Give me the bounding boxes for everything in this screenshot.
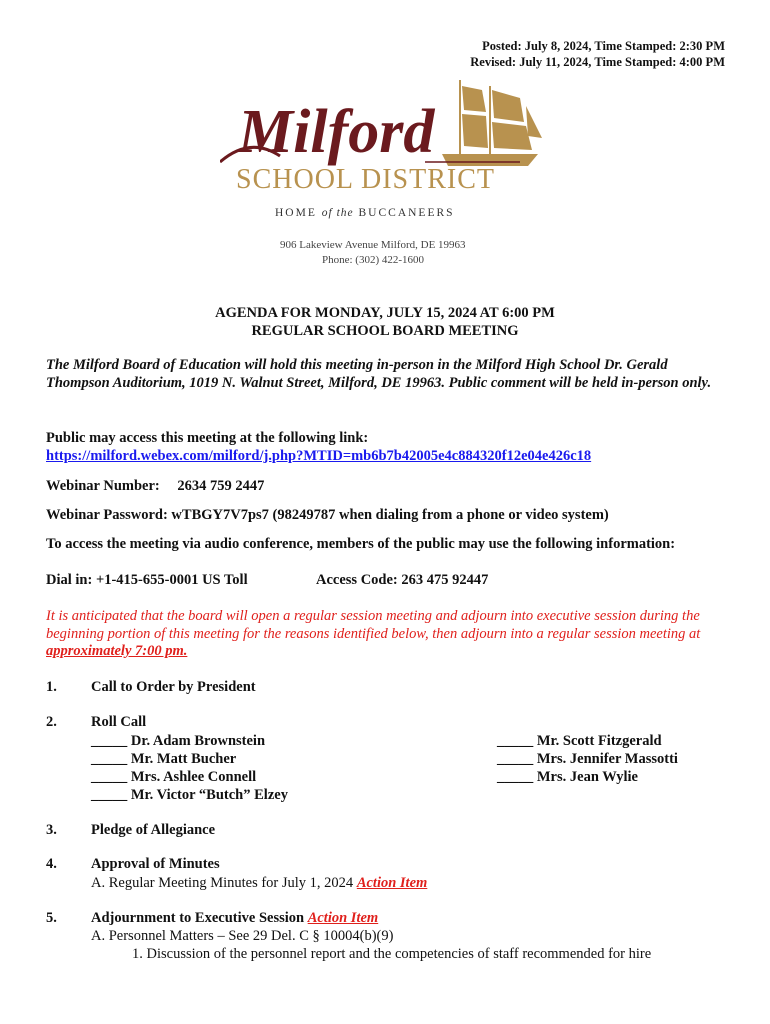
roll-member: _____ Mr. Victor “Butch” Elzey	[91, 787, 288, 803]
logo-tagline-home: HOME	[275, 207, 317, 219]
revised-line: Revised: July 11, 2024, Time Stamped: 4:00 PM	[470, 55, 725, 69]
dial-in: Dial in: +1-415-655-0001 US Toll	[46, 572, 248, 588]
webinar-number-label: Webinar Number:	[46, 478, 160, 494]
item-3-number: 3.	[46, 822, 57, 838]
agenda-subtitle: REGULAR SCHOOL BOARD MEETING	[251, 323, 519, 339]
webex-link[interactable]: https://milford.webex.com/milford/j.php?MTID=mb6b7b42005e4c884320f12e04e426c18	[46, 448, 592, 464]
session-notice-text: It is anticipated that the board will open a regular session meeting and adjourn into executive session during the beginning portion of this meeting for the reasons identified below, then adjourn into a regular session meeting at	[46, 608, 701, 642]
ship-icon	[425, 80, 542, 166]
posted-line: Posted: July 8, 2024, Time Stamped: 2:30 PM	[482, 39, 725, 53]
roll-member: _____ Mrs. Jennifer Massotti	[497, 751, 678, 767]
item-2-number: 2.	[46, 714, 57, 730]
roll-member: _____ Mr. Scott Fitzgerald	[497, 733, 662, 749]
webinar-password-label: Webinar Password:	[46, 507, 168, 523]
item-5-sub: A. Personnel Matters – See 29 Del. C § 10004(b)(9)	[91, 928, 394, 944]
session-notice	[46, 608, 726, 661]
item-5-subsub: 1. Discussion of the personnel report and the competencies of staff recommended for hire	[132, 946, 652, 962]
logo-tagline-of: of the	[321, 207, 354, 219]
item-5-number: 5.	[46, 910, 57, 926]
logo-tagline-team: BUCCANEERS	[358, 207, 455, 219]
item-1-title: Call to Order by President	[91, 679, 256, 695]
posted-stamp	[470, 38, 725, 70]
minutes-line: A. Regular Meeting Minutes for July 1, 2024	[91, 875, 354, 891]
logo-district: SCHOOL DISTRICT	[236, 164, 495, 195]
item-4-title: Approval of Minutes	[91, 856, 220, 872]
action-item-tag: Action Item	[356, 875, 428, 891]
logo-wordmark: Milford	[238, 98, 435, 166]
dial-in-row	[46, 572, 726, 590]
roll-call-right	[497, 732, 678, 786]
action-item-tag: Action Item	[307, 910, 379, 926]
logo-address: 906 Lakeview Avenue Milford, DE 19963	[280, 239, 466, 251]
audio-note: To access the meeting via audio conference, members of the public may use the following information:	[46, 536, 676, 552]
access-code: Access Code: 263 475 92447	[316, 572, 489, 588]
roll-call-left	[91, 732, 288, 804]
agenda-title: AGENDA FOR MONDAY, JULY 15, 2024 AT 6:00 PM	[215, 305, 555, 321]
webinar-number-row	[46, 478, 726, 496]
session-notice-time: approximately 7:00 pm.	[46, 643, 188, 659]
item-5-title-row	[91, 910, 378, 927]
milford-logo	[220, 76, 550, 276]
webinar-number: 2634 759 2447	[177, 478, 265, 494]
item-4-number: 4.	[46, 856, 57, 872]
item-4-sub	[91, 875, 427, 892]
roll-member: _____ Mrs. Ashlee Connell	[91, 769, 257, 785]
item-3-title: Pledge of Allegiance	[91, 822, 216, 838]
item-5-title: Adjournment to Executive Session	[91, 910, 305, 926]
roll-member: _____ Mr. Matt Bucher	[91, 751, 237, 767]
roll-member: _____ Dr. Adam Brownstein	[91, 733, 266, 749]
logo-phone: Phone: (302) 422-1600	[322, 254, 425, 266]
item-1-number: 1.	[46, 679, 57, 695]
access-label: Public may access this meeting at the following link:	[46, 430, 369, 446]
webinar-password-row	[46, 507, 726, 525]
meeting-intro: The Milford Board of Education will hold this meeting in-person in the Milford High School Dr. Gerald Thompson Auditorium, 1019 N. Walnut Street, Milford, DE 19963. Public comment will be held in-person only.	[46, 357, 712, 391]
item-2-title: Roll Call	[91, 714, 147, 730]
webinar-password: wTBGY7V7ps7 (98249787 when dialing from a phone or video system)	[171, 507, 609, 523]
svg-text:HOME of the BUCCAN	[275, 207, 455, 219]
roll-member: _____ Mrs. Jean Wylie	[497, 769, 638, 785]
